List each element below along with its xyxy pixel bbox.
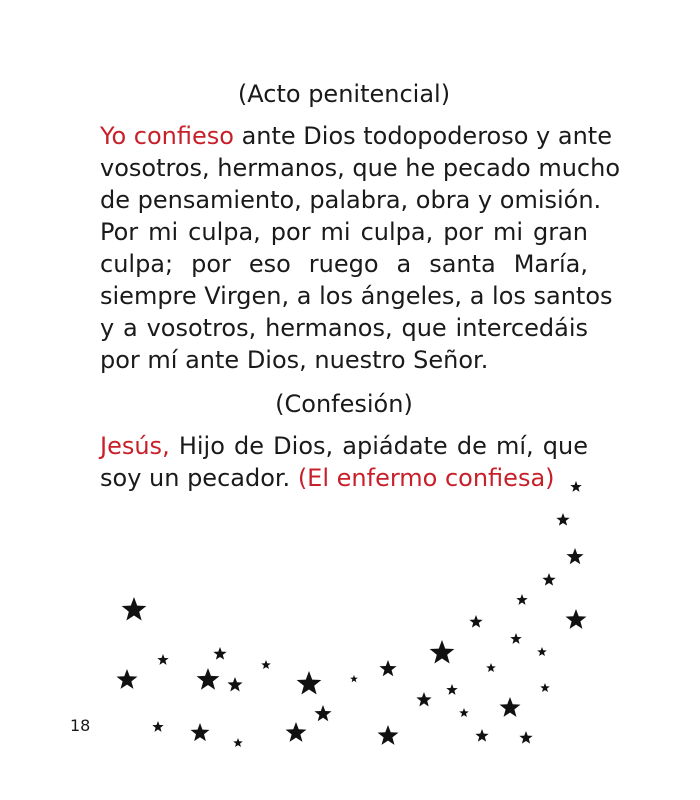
star-icon xyxy=(261,660,271,669)
star-icon xyxy=(233,738,243,747)
red-rubric-yo-confieso: Yo confieso xyxy=(100,122,234,150)
confiteor-line-4: Por mi culpa, por mi culpa, por mi gran xyxy=(100,218,588,246)
star-icon xyxy=(286,722,307,742)
star-icon xyxy=(430,640,455,664)
confiteor-line-7: y a vosotros, hermanos, que intercedáis xyxy=(100,314,588,342)
star-icon xyxy=(570,481,581,492)
star-icon xyxy=(227,677,242,691)
star-icon xyxy=(190,723,209,741)
star-icon xyxy=(540,683,550,692)
section-heading-acto-penitencial: (Acto penitencial) xyxy=(237,80,451,108)
page-number: 18 xyxy=(70,716,91,735)
star-icon xyxy=(459,708,469,717)
confiteor-line-1-text: ante Dios todopoderoso y ante xyxy=(233,122,612,150)
star-icon xyxy=(486,663,496,672)
prayer-line-2-text: soy un pecador. xyxy=(100,464,291,492)
star-icon xyxy=(314,705,331,721)
red-rubric-el-enfermo-confiesa: (El enfermo confiesa) xyxy=(290,464,555,492)
star-icon xyxy=(566,548,583,564)
star-icon xyxy=(416,692,431,706)
star-icon xyxy=(566,609,587,629)
star-icon xyxy=(122,597,147,621)
star-icon xyxy=(542,573,555,586)
section-heading-confesion: (Confesión) xyxy=(275,390,413,418)
confiteor-line-6: siempre Virgen, a los ángeles, a los santos xyxy=(100,282,613,310)
star-icon xyxy=(469,615,482,628)
star-icon xyxy=(157,654,168,665)
star-icon xyxy=(350,675,358,682)
prayer-line-1-text: Hijo de Dios, apiádate de mí, que xyxy=(169,432,588,460)
star-icon xyxy=(537,647,547,656)
star-icon xyxy=(500,697,521,717)
star-icon xyxy=(297,671,322,695)
star-icon xyxy=(519,731,532,744)
red-rubric-jesus: Jesús, xyxy=(100,432,170,460)
star-icon xyxy=(213,647,226,660)
confiteor-line-8: por mí ante Dios, nuestro Señor. xyxy=(100,346,489,374)
star-icon xyxy=(556,513,569,526)
star-icon xyxy=(510,633,521,644)
star-icon xyxy=(475,729,488,742)
star-icon xyxy=(446,684,457,695)
confiteor-line-2: vosotros, hermanos, que he pecado mucho xyxy=(100,154,621,182)
star-icon xyxy=(378,725,399,745)
confiteor-line-5: culpa; por eso ruego a santa María, xyxy=(100,250,588,278)
star-icon xyxy=(379,660,396,676)
star-icon xyxy=(152,721,163,732)
star-icon xyxy=(197,668,220,690)
star-icon xyxy=(516,594,527,605)
confiteor-line-3: de pensamiento, palabra, obra y omisión. xyxy=(100,186,602,214)
star-icon xyxy=(117,669,138,689)
